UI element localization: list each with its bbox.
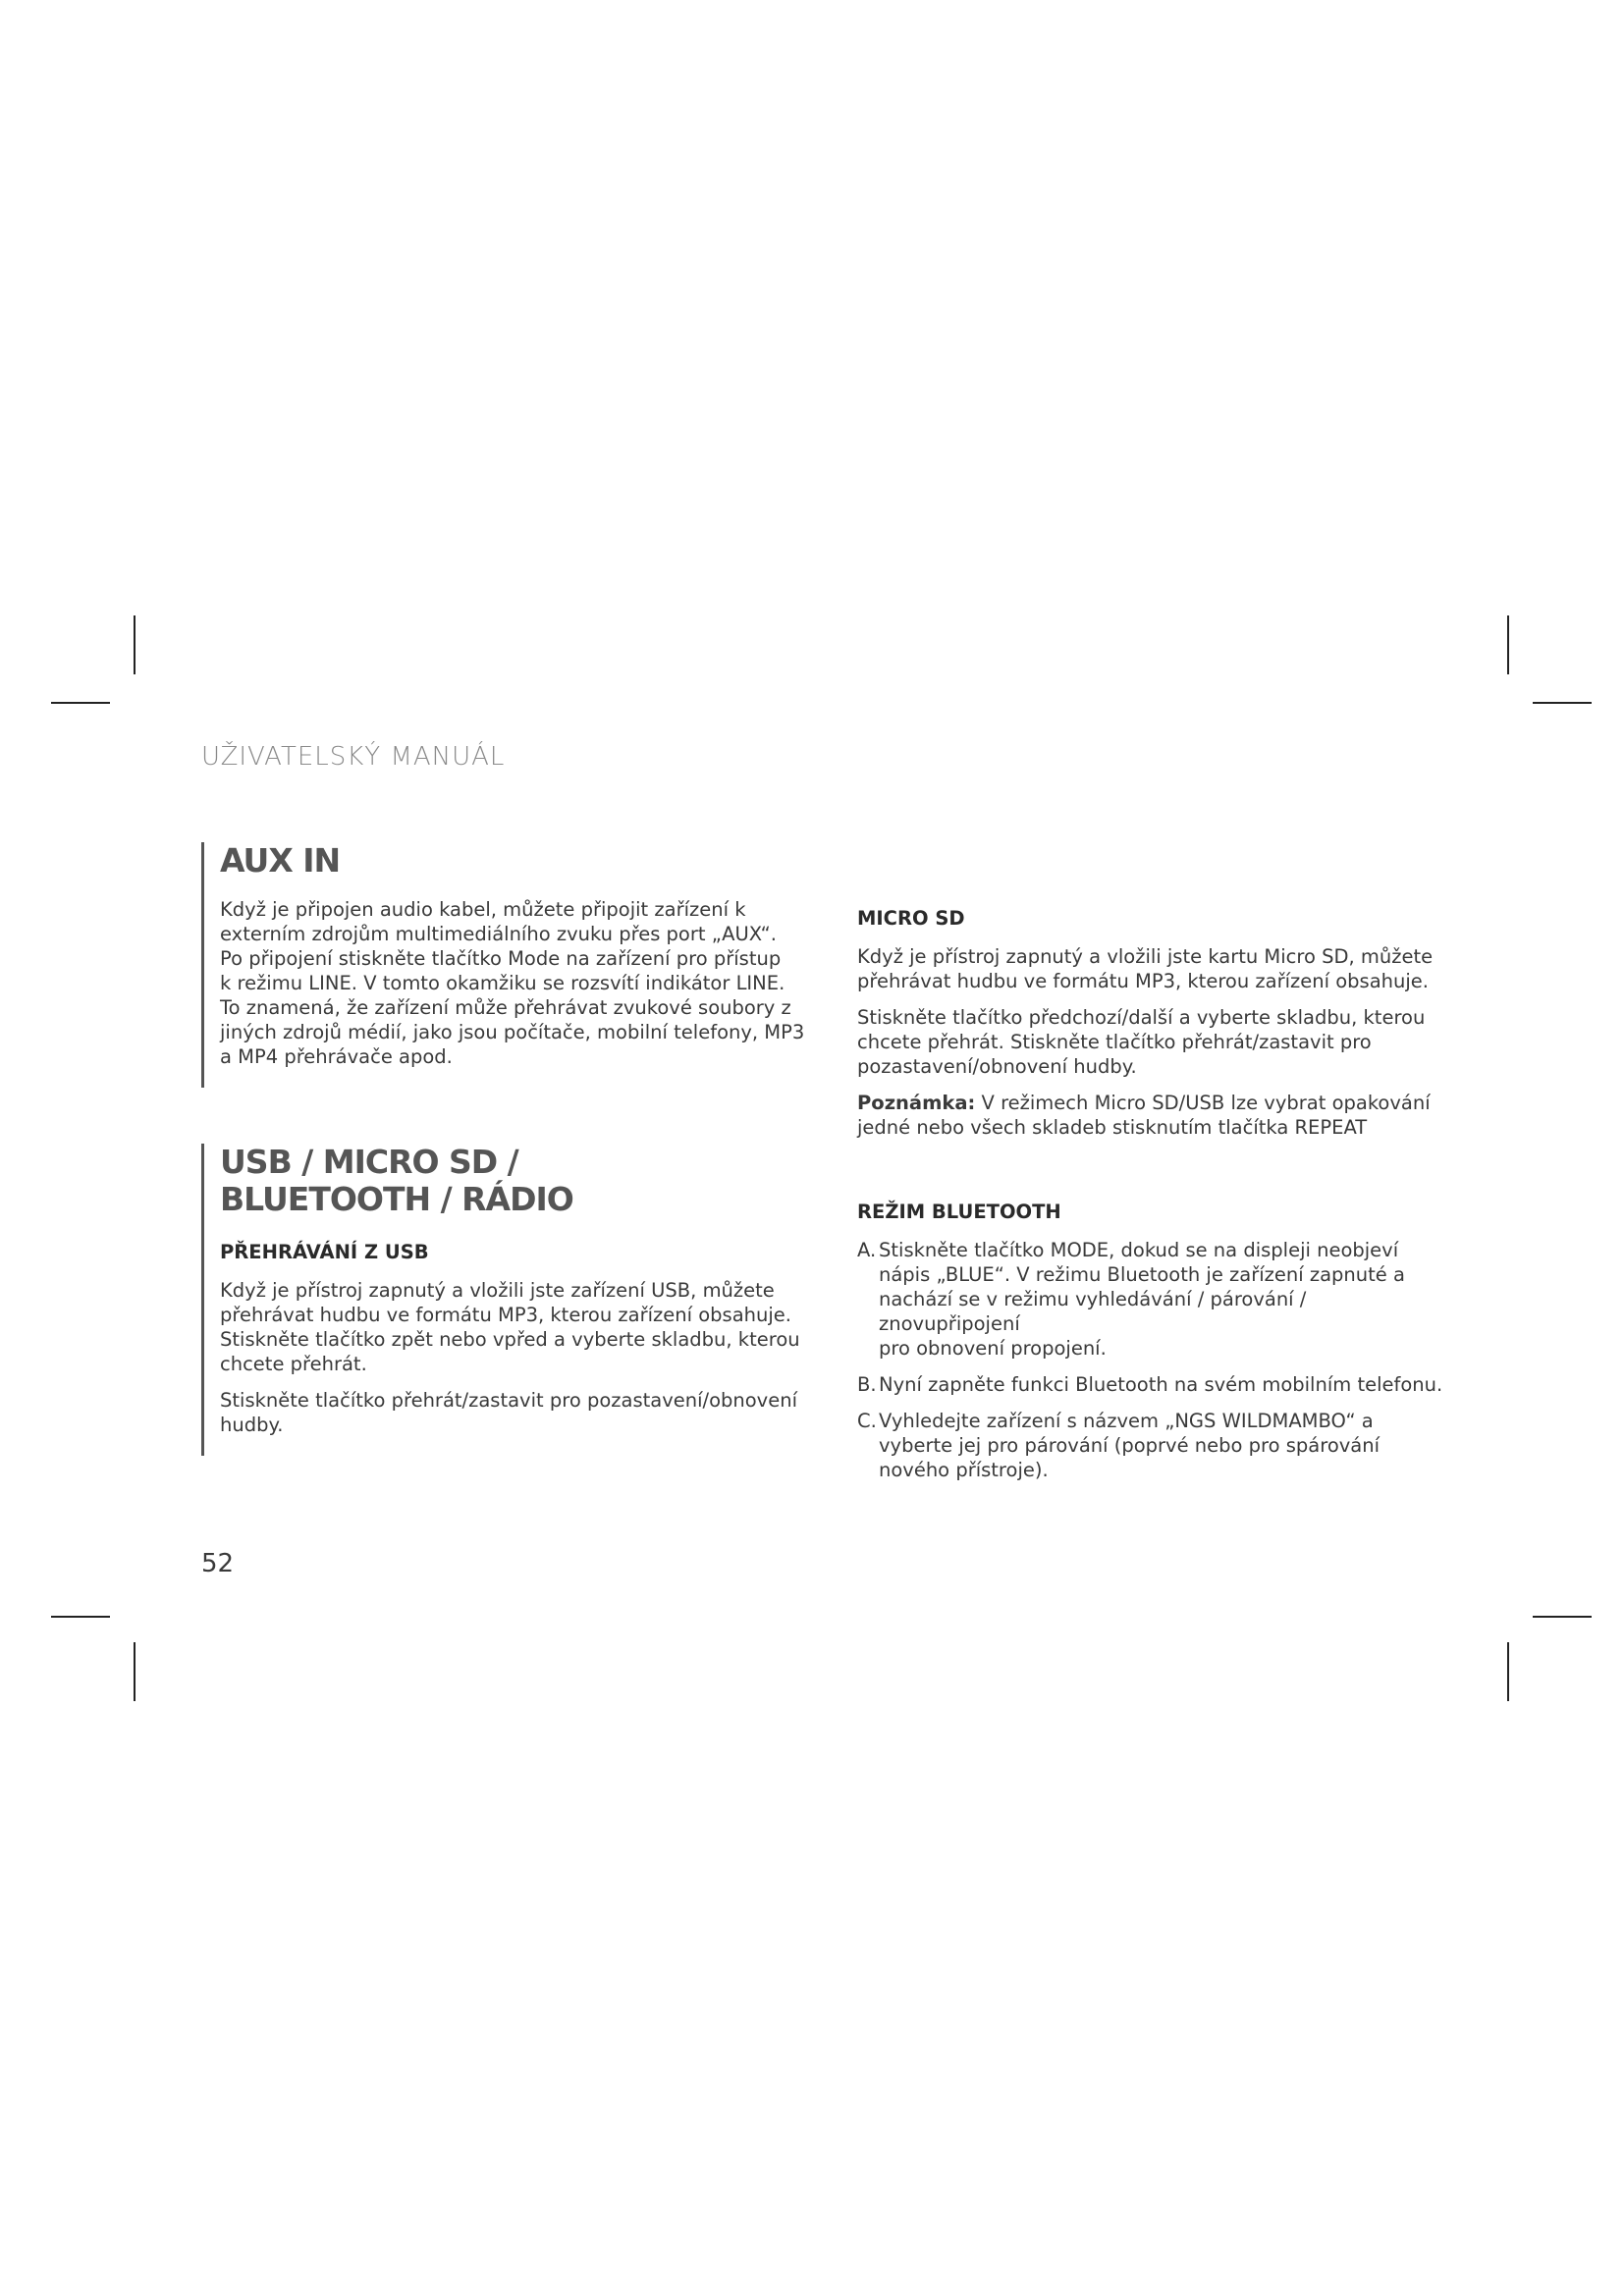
text-line: Nyní zapněte funkci Bluetooth na svém mobilním telefonu.: [879, 1373, 1443, 1396]
crop-mark: [51, 1616, 110, 1618]
text-line: a MP4 přehrávače apod.: [220, 1045, 453, 1068]
text-line: k režimu LINE. V tomto okamžiku se rozsvítí indikátor LINE.: [220, 972, 785, 994]
list-marker: C.: [857, 1410, 877, 1432]
text-line: Stiskněte tlačítko MODE, dokud se na displeji neobjeví: [879, 1239, 1399, 1261]
note-paragraph: [857, 1091, 1446, 1140]
subheading: PŘEHRÁVÁNÍ Z USB: [220, 1241, 429, 1263]
usb-section: [201, 1144, 829, 1456]
micro-sd-paragraph: [857, 944, 1446, 993]
crop-mark: [134, 615, 135, 674]
text-line: nápis „BLUE“. V režimu Bluetooth je zařízení zapnuté a: [879, 1263, 1405, 1286]
text-line: V režimech Micro SD/USB lze vybrat opakování: [975, 1092, 1431, 1114]
usb-paragraph: [220, 1278, 829, 1376]
subheading: REŽIM BLUETOOTH: [857, 1201, 1061, 1223]
text-line: Když je přístroj zapnutý a vložili jste zařízení USB, můžete: [220, 1279, 775, 1302]
text-line: pro obnovení propojení.: [879, 1337, 1107, 1360]
title-line: USB / MICRO SD /: [220, 1143, 518, 1181]
list-marker: A.: [857, 1239, 877, 1261]
text-line: jedné nebo všech skladeb stisknutím tlačítka REPEAT: [857, 1116, 1368, 1139]
text-line: chcete přehrát. Stiskněte tlačítko přehrát/zastavit pro: [857, 1031, 1372, 1053]
section-title: AUX IN: [220, 841, 341, 880]
subheading: MICRO SD: [857, 907, 965, 930]
text-line: externím zdrojům multimediálního zvuku přes port „AUX“.: [220, 923, 777, 945]
text-line: Stiskněte tlačítko zpět nebo vpřed a vyberte skladbu, kterou: [220, 1328, 800, 1351]
section-title: [220, 1144, 829, 1218]
text-line: nachází se v režimu vyhledávání / párování / znovupřipojení: [879, 1288, 1307, 1335]
list-item: [857, 1238, 1446, 1361]
crop-mark: [51, 702, 110, 704]
text-line: Po připojení stiskněte tlačítko Mode na zařízení pro přístup: [220, 947, 782, 970]
text-line: hudby.: [220, 1414, 284, 1436]
crop-mark: [134, 1642, 135, 1701]
text-line: pozastavení/obnovení hudby.: [857, 1055, 1137, 1078]
text-line: chcete přehrát.: [220, 1353, 367, 1375]
page-number: 52: [201, 1549, 235, 1578]
text-line: Když je připojen audio kabel, můžete připojit zařízení k: [220, 898, 746, 921]
crop-mark: [1507, 615, 1509, 674]
text-line: nového přístroje).: [879, 1459, 1049, 1481]
text-line: To znamená, že zařízení může přehrávat zvukové soubory z: [220, 996, 791, 1019]
list-item: [857, 1372, 1446, 1397]
text-line: přehrávat hudbu ve formátu MP3, kterou zařízení obsahuje.: [857, 970, 1429, 992]
note-label: Poznámka:: [857, 1092, 976, 1114]
running-header: UŽIVATELSKÝ MANUÁL: [201, 742, 506, 772]
text-line: přehrávat hudbu ve formátu MP3, kterou zařízení obsahuje.: [220, 1304, 791, 1326]
crop-mark: [1533, 702, 1592, 704]
text-line: Stiskněte tlačítko přehrát/zastavit pro pozastavení/obnovení: [220, 1389, 797, 1412]
usb-paragraph: [220, 1388, 829, 1437]
aux-in-section: [201, 842, 829, 1088]
list-marker: B.: [857, 1373, 877, 1396]
text-line: Vyhledejte zařízení s názvem „NGS WILDMAMBO“ a: [879, 1410, 1374, 1432]
crop-mark: [1507, 1642, 1509, 1701]
crop-mark: [1533, 1616, 1592, 1618]
text-line: Stiskněte tlačítko předchozí/další a vyberte skladbu, kterou: [857, 1006, 1426, 1029]
micro-sd-paragraph: [857, 1005, 1446, 1079]
title-line: BLUETOOTH / RÁDIO: [220, 1180, 573, 1218]
aux-in-paragraph: [220, 897, 829, 1069]
text-line: jiných zdrojů médií, jako jsou počítače, mobilní telefony, MP3: [220, 1021, 805, 1043]
text-line: vyberte jej pro párování (poprvé nebo pro spárování: [879, 1434, 1380, 1457]
list-item: [857, 1409, 1446, 1482]
micro-sd-block: [857, 906, 1446, 1140]
bluetooth-block: [857, 1200, 1446, 1482]
text-line: Když je přístroj zapnutý a vložili jste kartu Micro SD, můžete: [857, 945, 1434, 968]
